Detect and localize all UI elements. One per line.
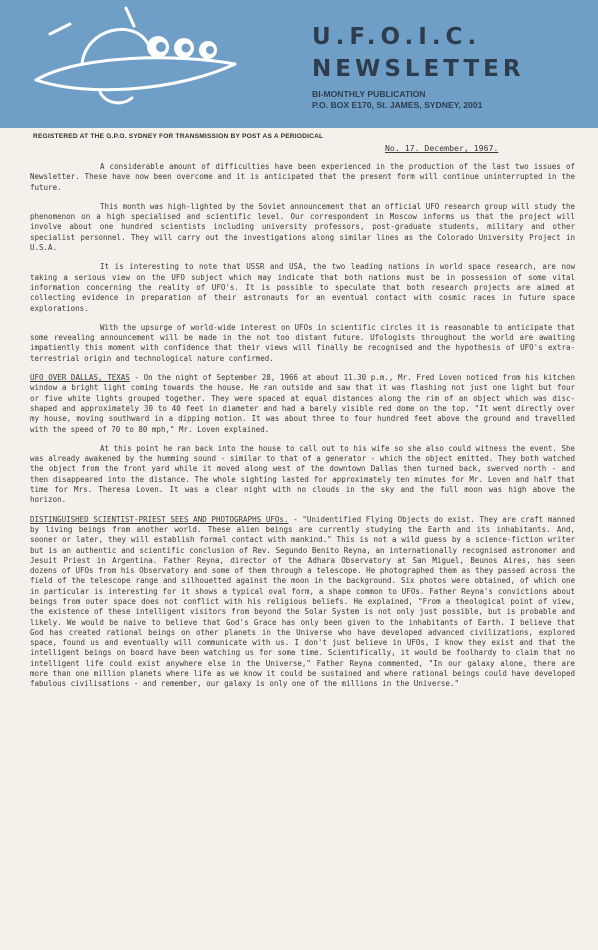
- article-body: [30, 162, 575, 699]
- section-heading: UFO OVER DALLAS, TEXAS: [30, 373, 130, 383]
- paragraph: [30, 515, 575, 690]
- paragraph-text: At this point he ran back into the house to call out to his wife so she also could witness the event. She was already awakened by the humming sound - similar to that of a generator - which the object emitted. They both watched the object from the front yard while it moved along west of the downtown Dallas then turned back, swerved north - and then disappeared into the distance. The whole sighting lasted for approximately ten minutes for Mr. Loven and half that time for Mrs. Theresa Loven. It was a clear night with no clouds in the sky and the full moon was high above the horizon.: [30, 443, 575, 505]
- paragraph: [30, 373, 575, 435]
- paragraph-text: A considerable amount of difficulties have been experienced in the production of the last two issues of Newsletter. These have now been overcome and it is anticipated that the present form will continue uninterrupted in the future.: [30, 162, 575, 192]
- paragraph-text: - On the night of September 28, 1966 at about 11.30 p.m., Mr. Fred Loven noticed from his kitchen window a bright light coming towards the house. He ran outside and saw that it was flashing not just one light but four or five white lights grouped together. They were spaced at equal distances along the rim of an object which was disc-shaped and approximately 30 to 40 feet in diameter and had a barely visible red dome on the top. "It went directly over my house, moving southward in a dipping motion. It was about three to four hundred feet above the ground and travelled with the speed of 70 to 80 mph," Mr. Loven explained.: [30, 373, 576, 434]
- paragraph: [30, 444, 575, 506]
- registered-notice: REGISTERED AT THE G.P.O. SYDNEY FOR TRANSMISSION BY POST AS A PERIODICAL: [33, 133, 324, 140]
- masthead-title-line2: NEWSLETTER: [312, 56, 525, 82]
- issue-line: No. 17. December, 1967.: [385, 143, 499, 153]
- paragraph: [30, 202, 575, 253]
- paragraph: [30, 262, 575, 313]
- masthead: [0, 0, 598, 128]
- masthead-title-line1: U.F.O.I.C.: [312, 24, 482, 50]
- flying-saucer-icon: [30, 6, 240, 118]
- paragraph-text: With the upsurge of world-wide interest on UFOs in scientific circles it is reasonable to anticipate that some revealing announcement will be made in the not too distant future. Ufologists throughout the world are awaiting impatiently this moment with confidence that their views will finally be recognised and the hypothesis of UFO's extra-terrestrial origin and technological nature confirmed.: [30, 322, 575, 363]
- paragraph-text: - "Unidentified Flying Objects do exist. They are craft manned by living beings from another world. These alien beings are currently studying the Earth and its inhabitants. And, sooner or later, they will establish formal contact with mankind." This is not a wild guess by a science-fiction writer but is an authentic and scientific conclusion of Rev. Segundo Benito Reyna, an internationally recognised astronomer and Jesuit Priest in Argentina. Father Reyna, director of the Adhara Observatory at San Miguel, Beunos Aires, has seen dozens of UFOs from his Observatory and some of them through a telescope. He photographed them as they passed across the field of the telescope range and silhouetted against the moon in the background. Six photos were obtained, of which one in particular is interesting for it shows a typical oval form, a shape common to UFOs. Father Reyna's convictions about beings from outer space does not conflict with his religious beliefs. He explained, "From a theological point of view, the existence of these intelligent visitors from beyond the Solar System is not only just possible, but is probable and likely. We would be naive to believe that God's Grace has only been given to the inhabitants of Earth. I believe that God has created rational beings on other planets in the Universe who have developed advanced civilizations, explored space, found us and eventually will communicate with us. I don't just believe in UFOs, I know they exist and that the intelligent beings on board have been watching us for some time. Scientifically, it would be foolhardy to claim that no intelligent life could exist anywhere else in the Universe," Father Reyna commented, "In our galaxy alone, there are more than one million planets where life as we know it could be sustained and where rational beings could have developed fabulous civilisations - and remember, our galaxy is only one of the millions in the Universe.": [30, 514, 575, 689]
- paragraph-text: This month was high-lighted by the Soviet announcement that an official UFO research group will study the phenomenon on a high specialised and scientific level. Our correspondent in Moscow informs us that the project will involve about one hundred scientists including university professors, post-graduate students, military and other specialist personnel. They will carry out the investigations along similar lines as the Colorado University Project in U.S.A.: [30, 201, 575, 253]
- paragraph: [30, 323, 575, 364]
- paragraph: [30, 162, 575, 193]
- section-heading: DISTINGUISHED SCIENTIST-PRIEST SEES AND PHOTOGRAPHS UFOs.: [30, 514, 289, 524]
- masthead-subtitle-line1: BI-MONTHLY PUBLICATION: [312, 89, 426, 99]
- masthead-subtitle-line2: P.O. BOX E170, St. JAMES, SYDNEY, 2001: [312, 100, 483, 110]
- paragraph-text: It is interesting to note that USSR and USA, the two leading nations in world space research, are now taking a serious view on the UFO subject which may indicate that both nations must be in possession of some vital information concerning the reality of UFO's. It is possible to speculate that both research projects are aimed at collecting evidence in preparation of their astronauts for an eventual contact with cosmic races in future space explorations.: [30, 262, 575, 313]
